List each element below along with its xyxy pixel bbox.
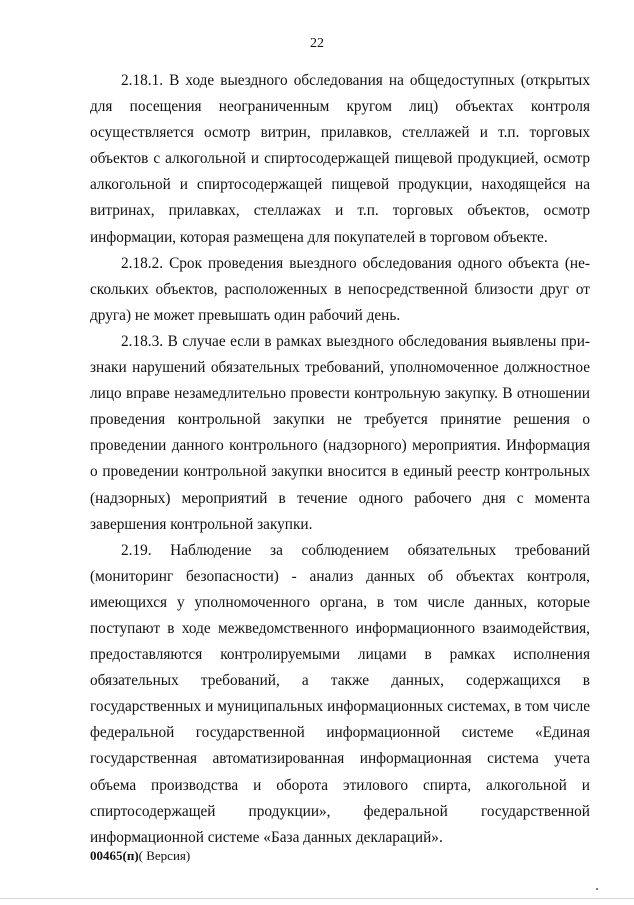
page-number: 22 [310,36,324,51]
document-code: 00465(п) [90,848,139,863]
paragraph-2-18-3: 2.18.3. В случае если в рамках выездного обследования выявлены признаки нарушений обязательных требований, уполномоченное должностное лицо вправе незамедлительно провести контрольную закупку. В отношении проведения контрольной закупки не требуется принятие решения о проведении данного контрольного (надзорного) мероприятия. Информация о проведении контрольной закупки вносится в единый реестр контрольных (надзорных) мероприятий в течение одного рабочего дня с момента завершения контрольной закупки. [90,332,590,533]
scan-speck [596,888,598,890]
paragraph-2-18-2: 2.18.2. Срок проведения выездного обследования одного объекта (нескольких объектов, расположенных в непосредственной близости друг от друга) не может превышать один рабочий день. [90,254,590,324]
document-body [90,68,590,851]
paragraph-2-18-1: 2.18.1. В ходе выездного обследования на общедоступных (открытых для посещения неограниченным кругом лиц) объектах контроля осуществляется осмотр витрин, прилавков, стеллажей и т.п. торговых объектов с алкогольной и спиртосодержащей пищевой продукцией, осмотр алкогольной и спиртосодержащей пищевой продукции, находящейся на витринах, прилавках, стеллажах и т.п. торговых объектов, осмотр информации, которая размещена для покупателей в торговом объекте. [90,72,590,246]
document-version: ( Версия) [138,848,191,863]
scan-edge-line [0,898,634,899]
paragraph-2-19: 2.19. Наблюдение за соблюдением обязательных требований (мониторинг безопасности) - анализ данных об объектах контроля, имеющихся у уполномоченного органа, в том числе данных, которые поступают в ходе межведомственного информационного взаимодействия, предоставляются контролируемыми лицами в рамках исполнения обязательных требований, а также данных, содержащихся в государственных и муниципальных информационных системах, в том числе федеральной государственной информационной системе «Единая государственная автоматизированная информационная система учета объема производства и оборота этилового спирта, алкогольной и спиртосодержащей продукции», федеральной государственной информационной системе «База данных деклараций». [90,541,590,846]
document-footer [90,848,190,864]
